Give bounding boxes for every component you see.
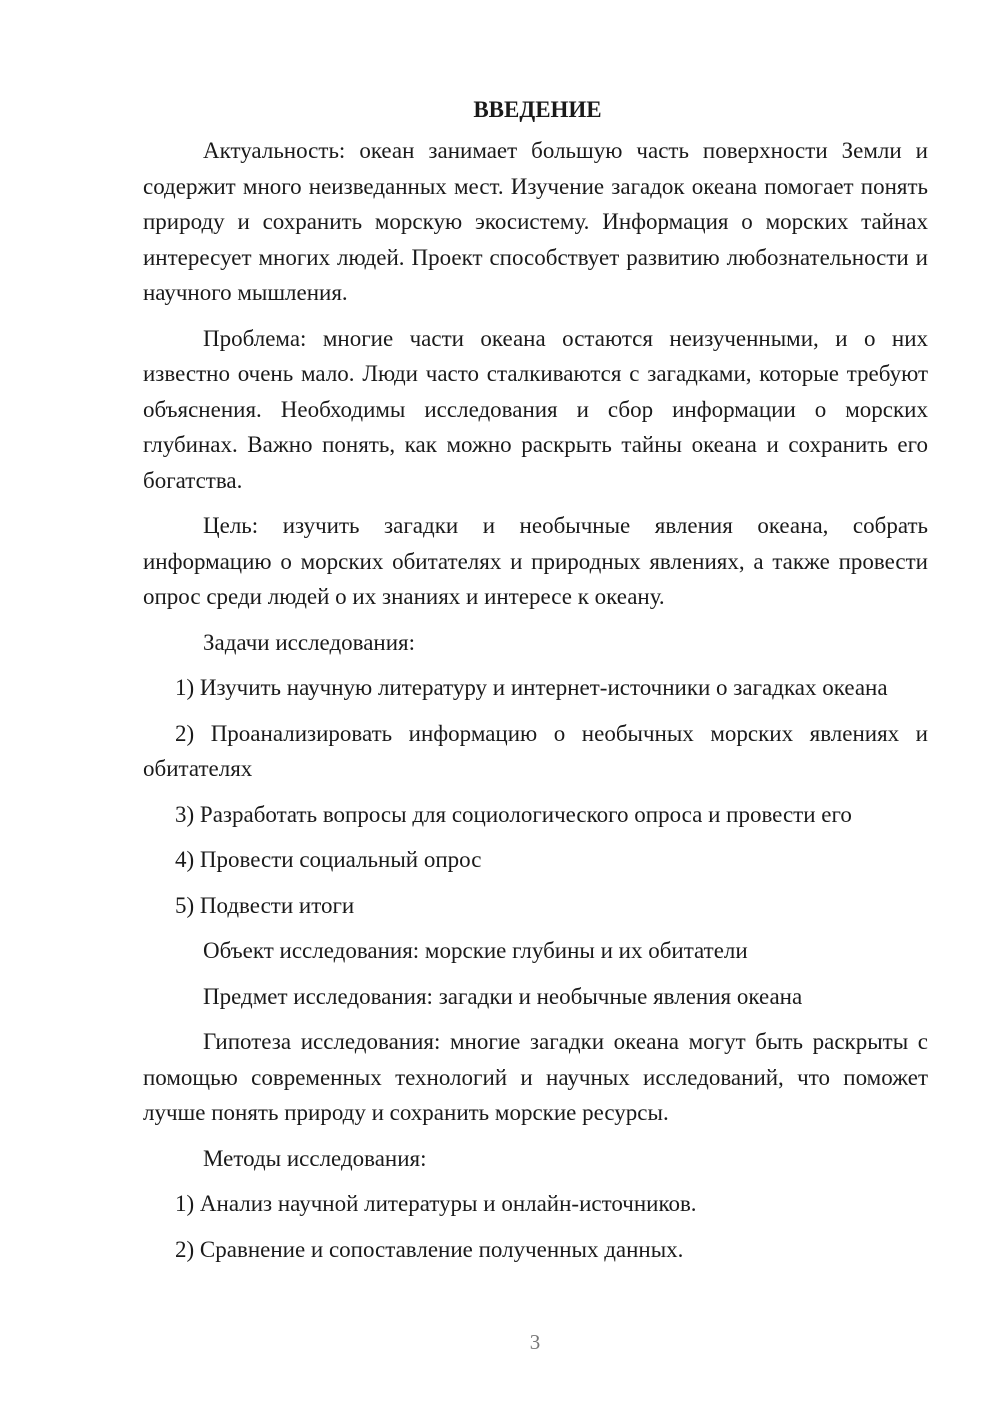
task-item: 5) Подвести итоги [175, 892, 355, 918]
problem-paragraph: Проблема: многие части океана остаются неизученными, и о них известно очень мало. Люди часто сталкиваются с загадками, которые требуют объяснения. Необходимы исследования и сбор информации о морских глубинах. Важно понять, как можно раскрыть тайны океана и сохранить его богатства. [143, 325, 928, 493]
relevance-paragraph: Актуальность: океан занимает большую часть поверхности Земли и содержит много неизведанных мест. Изучение загадок океана помогает понять природу и сохранить морскую экосистему. Информация о морских тайнах интересует многих людей. Проект способствует развитию любознательности и научного мышления. [143, 138, 928, 305]
method-item: 1) Анализ научной литературы и онлайн-источников. [175, 1191, 697, 1216]
method-item: 2) Сравнение и сопоставление полученных данных. [175, 1236, 684, 1262]
document-page [143, 92, 928, 1267]
subject-paragraph: Предмет исследования: загадки и необычные явления океана [203, 983, 803, 1009]
task-item: 2) Проанализировать информацию о необычных морских явлениях и обитателях [143, 720, 928, 781]
task-item: 3) Разработать вопросы для социологического опроса и провести его [175, 801, 852, 827]
tasks-heading: Задачи исследования: [203, 629, 416, 655]
page-number: 3 [529, 1330, 541, 1354]
methods-heading: Методы исследования: [203, 1145, 427, 1171]
goal-paragraph: Цель: изучить загадки и необычные явления океана, собрать информацию о морских обитателях и природных явлениях, а также провести опрос среди людей о их знаниях и интересе к океану. [143, 513, 928, 609]
task-item: 4) Провести социальный опрос [175, 847, 482, 872]
task-item: 1) Изучить научную литературу и интернет-источники о загадках океана [175, 675, 888, 700]
object-paragraph: Объект исследования: морские глубины и их обитатели [203, 938, 748, 963]
section-title: ВВЕДЕНИЕ [473, 97, 602, 122]
hypothesis-paragraph: Гипотеза исследования: многие загадки океана могут быть раскрыты с помощью современных технологий и научных исследований, что поможет лучше понять природу и сохранить морские ресурсы. [143, 1029, 928, 1125]
